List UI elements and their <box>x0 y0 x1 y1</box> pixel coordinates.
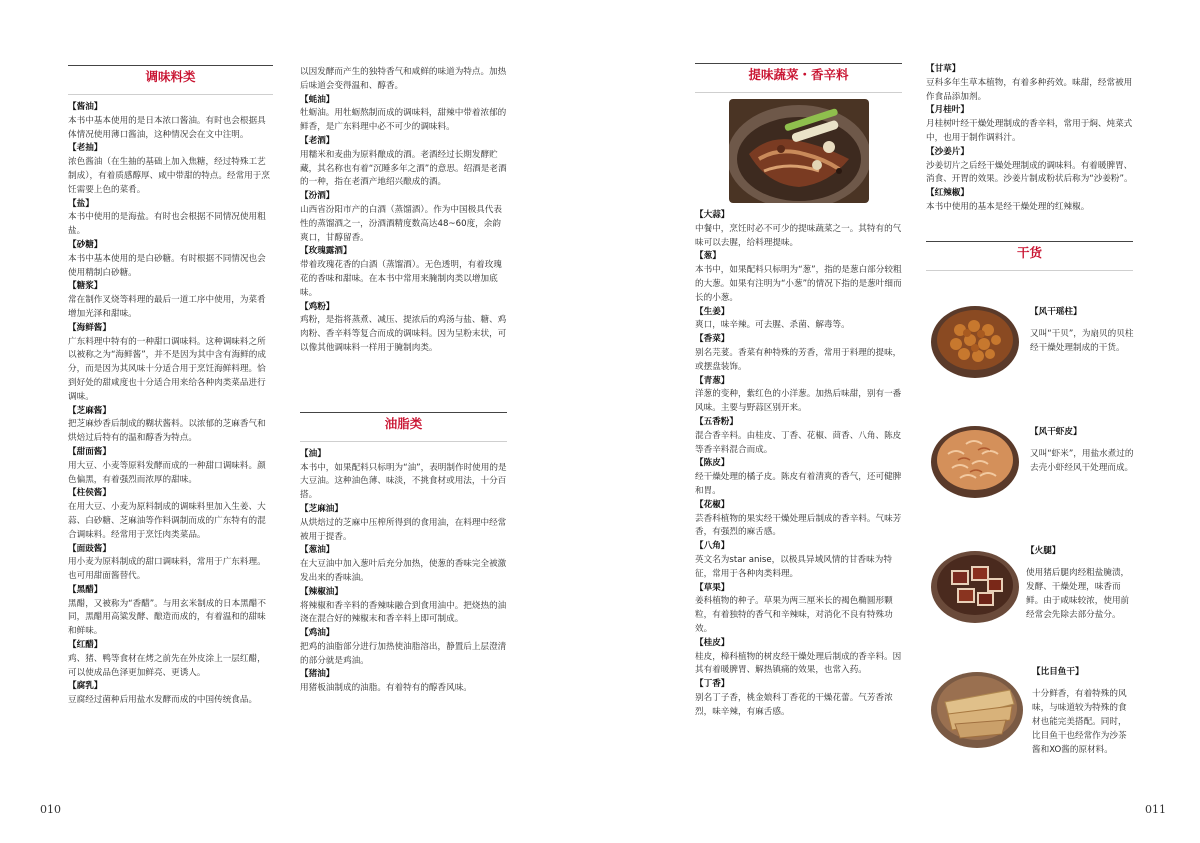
entry-text: 混合香辛料。由桂皮、丁香、花椒、茴香、八角、陈皮等香辛料混合而成。 <box>695 430 902 455</box>
aromatic-entry <box>695 333 902 374</box>
entry-term: 【沙姜片】 <box>926 146 969 157</box>
entry-term: 【丁香】 <box>695 679 730 690</box>
left-column-2 <box>300 66 507 696</box>
entry-text: 桂皮，樟科植物的树皮经干燥处理后制成的香辛料。因其有着暖脾胃、解热镇痛的效果，也常入药。 <box>695 651 902 676</box>
seasoning-entry <box>68 446 273 487</box>
seasoning-entry <box>68 680 273 708</box>
entry-text: 月桂树叶经干燥处理制成的香辛料，常用于焖、炖菜式中，也用于制作调料汁。 <box>926 119 1133 143</box>
entry-term: 【鸡粉】 <box>300 301 335 312</box>
dried-flatfish-image <box>930 662 1025 752</box>
entry-text: 本书中基本使用的是日本浓口酱油。有时也会根据具体情况使用薄口酱油，这种情况会在文中注明。 <box>68 115 266 140</box>
seasoning-entry <box>68 280 273 321</box>
left-column-1 <box>68 65 273 708</box>
aromatic-entry <box>926 63 1133 104</box>
section-header-dried-goods: 干货 <box>926 241 1133 271</box>
aromatic-entries <box>695 209 902 719</box>
meat-and-vegetables-photo <box>729 99 869 203</box>
entry-text: 洋葱的变种，紫红色的小洋葱。加热后味甜，别有一番风味。主要与野蒜区别开来。 <box>695 389 902 414</box>
entry-text: 浓色酱油（在生抽的基础上加入焦糖，经过特殊工艺制成），有着质感醇厚、咸中带甜的特点。经常用于烹饪需要上色的菜肴。 <box>68 157 270 195</box>
seasoning-entry <box>68 101 273 142</box>
entry-text: 用猪板油制成的油脂。有着特有的醇香风味。 <box>300 683 472 694</box>
entry-text: 常在制作叉烧等料理的最后一道工序中使用，为菜肴增加光泽和甜味。 <box>68 295 266 319</box>
entry-term: 【甜面酱】 <box>68 446 111 457</box>
aromatic-entry <box>695 637 902 678</box>
entry-text: 用大豆、小麦等原料发酵而成的一种甜口调味料。颜色偏黑，有着强烈而浓厚的甜味。 <box>68 460 266 485</box>
entry-text: 本书中基本使用的是白砂糖。有时根据不同情况也会使用精制白砂糖。 <box>68 253 266 278</box>
entry-term: 【桂皮】 <box>695 637 730 648</box>
entry-term: 【酱油】 <box>68 102 103 112</box>
entry-text: 在用大豆、小麦为原料制成的调味料里加入生姜、大蒜、白砂糖、芝麻油等作料调制而成的广东特有的混合调味料。经常用于烹饪肉类菜品。 <box>68 502 266 540</box>
entry-text: 牡蛎油。用牡蛎熬制而成的调味料，甜辣中带着浓郁的鲜香，是广东料理中必不可少的调味料。 <box>300 108 507 133</box>
entry-term: 【油】 <box>300 448 326 459</box>
entry-text: 英文名为star anise，以极具异域风情的甘香味为特征，常用于各种肉类料理。 <box>695 554 892 579</box>
entry-text: 爽口，味辛辣。可去腥、杀菌、解毒等。 <box>695 320 850 331</box>
entry-term: 【甘草】 <box>926 64 961 74</box>
entry-text: 鸡粉，是指将蒸煮、减压、提浓后的鸡汤与盐、糖、鸡肉粉、香辛料等复合而成的调味料。因为呈粉末状，可以像其他调味料一样用于腌制肉类。 <box>300 315 507 353</box>
oil-entries <box>300 448 507 696</box>
entry-term: 【糖浆】 <box>68 281 103 292</box>
entry-term: 【芝麻油】 <box>300 503 343 514</box>
entry-term: 【青葱】 <box>695 375 730 386</box>
aromatic-entry <box>695 306 902 334</box>
entry-term: 【辣椒油】 <box>300 586 343 597</box>
entry-text: 鸡、猪、鸭等食材在烤之前先在外皮涂上一层红醋，可以使成品色泽更加鲜亮、更诱人。 <box>68 653 266 678</box>
aromatic-entry <box>926 146 1133 187</box>
entry-term: 【八角】 <box>695 541 730 552</box>
entry-text: 山西省汾阳市产的白酒（蒸馏酒）。作为中国极具代表性的蒸馏酒之一，汾酒酒精度数高达48~60度，余韵爽口，甘醇留香。 <box>300 204 502 243</box>
entry-term: 【猪油】 <box>300 669 335 680</box>
entry-text: 本书中，如果配料只标明为“油”，表明制作时使用的是大豆油。这种油色薄、味淡，不挑食材或用法，十分百搭。 <box>300 462 507 501</box>
entry-text: 本书中使用的基本是经干燥处理的红辣椒。 <box>926 201 1090 212</box>
entry-term: 【月桂叶】 <box>926 105 969 116</box>
entry-term: 【芝麻酱】 <box>68 405 111 416</box>
continued-text: 以因发酵而产生的独特香气和咸鲜的味道为特点。加热后味道会变得温和、醇香。 <box>300 67 507 91</box>
aromatic-entries-continued <box>926 63 1133 215</box>
dried-scallop-image <box>930 300 1020 380</box>
entry-term: 【蚝油】 <box>300 94 335 105</box>
entry-term: 【生姜】 <box>695 306 730 317</box>
section-header-oils: 油脂类 <box>300 412 507 442</box>
section-header-seasonings: 调味料类 <box>68 65 273 95</box>
entry-term: 【腐乳】 <box>68 681 103 692</box>
seasoning-entry <box>300 190 507 245</box>
aromatic-entry <box>695 250 902 305</box>
entry-text: 姜科植物的种子。草果为两三厘米长的褐色椭圆形颗粒，有着独特的香气和辛辣味，对消化不良有特殊功效。 <box>695 596 893 634</box>
seasoning-entry <box>300 135 507 190</box>
aromatic-entry <box>695 209 902 250</box>
aromatic-entry <box>695 457 902 498</box>
seasoning-entry <box>68 239 273 280</box>
entry-text: 用糯米和麦曲为原料酿成的酒。老酒经过长期发酵贮藏，其名称也有着“沉睡多年之酒”的意思。绍酒是老酒的一种，指在老酒产地绍兴酿成的酒。 <box>300 149 507 188</box>
seasoning-entry <box>68 584 273 639</box>
aromatic-entry <box>695 416 902 457</box>
page-number-right: 011 <box>1145 803 1166 816</box>
aromatic-entry <box>926 187 1133 215</box>
dried-item-scallop: 【风干瑶柱】 又叫“干贝”，为扇贝的贝柱经干燥处理制成的干货。 <box>930 300 1135 395</box>
oil-entry <box>300 627 507 668</box>
entry-term: 【盐】 <box>68 198 94 209</box>
entry-term: 【陈皮】 <box>695 458 730 469</box>
entry-term: 【葱油】 <box>300 545 335 556</box>
entry-text: 芸香科植物的果实经干燥处理后制成的香辛料。气味芳香，有强烈的麻舌感。 <box>695 513 902 538</box>
seasoning-entry <box>68 142 273 197</box>
aromatic-entry <box>695 540 902 581</box>
entry-text: 经干燥处理的橘子皮。陈皮有着清爽的香气，还可健脾和胃。 <box>695 472 902 496</box>
entry-term: 【草果】 <box>695 582 730 593</box>
oil-entry <box>300 544 507 585</box>
entry-text: 沙姜切片之后经干燥处理制成的调味料。有着暖脾胃、消食、开胃的效果。沙姜片制成粉状后称为“沙姜粉”。 <box>926 160 1133 185</box>
dried-shrimp-image <box>930 420 1020 500</box>
oil-entry <box>300 503 507 544</box>
entry-term: 【红醋】 <box>68 640 103 651</box>
right-column-2 <box>926 63 1133 277</box>
entry-term: 【老抽】 <box>68 143 103 154</box>
entry-term: 【玫瑰露酒】 <box>300 246 352 257</box>
entry-text: 本书中使用的是海盐。有时也会根据不同情况使用粗盐。 <box>68 212 266 237</box>
entry-text: 黑醋，又被称为“香醋”。与用玄米制成的日本黑醋不同，黑醋用高粱发酵、酿造而成的，有着温和的甜味和鲜味。 <box>68 598 266 637</box>
seasoning-entries-continued <box>300 94 507 356</box>
seasoning-entry <box>68 543 273 584</box>
entry-text: 本书中，如果配料只标明为“葱”，指的是葱白部分较粗的大葱。如果有注明为“小葱”的情况下指的是葱叶细而长的小葱。 <box>695 265 902 303</box>
aromatic-entry <box>695 375 902 416</box>
entry-text: 中餐中，烹饪时必不可少的提味蔬菜之一。其特有的气味可以去腥，给料理提味。 <box>695 223 902 248</box>
entry-text: 别名丁子香，桃金娘科丁香花的干燥花蕾。气芳香浓烈，味辛辣，有麻舌感。 <box>695 692 893 717</box>
entry-text: 别名芫荽。香菜有种特殊的芳香，常用于料理的提味，或摆盘装饰。 <box>695 347 902 372</box>
entry-term: 【鸡油】 <box>300 628 335 639</box>
section-header-aromatics: 提味蔬菜・香辛料 <box>695 63 902 93</box>
dried-item-shrimp: 【风干虾皮】 又叫“虾米”，用盐水煮过的去壳小虾经风干处理而成。 <box>930 420 1135 515</box>
entry-text: 用小麦为原料制成的甜口调味料，常用于广东料理。也可用甜面酱替代。 <box>68 557 266 582</box>
entry-term: 【柱侯酱】 <box>68 488 111 499</box>
entry-text: 豆科多年生草本植物，有着多种药效。味甜，经常被用作食品添加剂。 <box>926 77 1133 102</box>
entry-text: 把鸡的油脂部分进行加热使油脂溶出，静置后上层澄清的部分就是鸡油。 <box>300 641 507 666</box>
entry-term: 【香菜】 <box>695 334 730 345</box>
entry-text: 广东料理中特有的一种甜口调味料。这种调味料之所以被称之为“海鲜酱”，并不是因为其中含有海鲜的成分，而是因为其风味十分适合用于烹饪海鲜料理。恰到好处的甜咸度也十分适合用来给各种肉类菜品进行调味。 <box>68 336 266 402</box>
entry-text: 豆腐经过菌种后用盐水发酵而成的中国传统食品。 <box>68 695 258 706</box>
entry-term: 【砂糖】 <box>68 239 103 250</box>
entry-term: 【汾酒】 <box>300 191 335 202</box>
entry-text: 把芝麻炒香后制成的糊状酱料。以浓郁的芝麻香气和烘焙过后特有的温和醇香为特点。 <box>68 419 266 444</box>
ham-image <box>930 545 1020 625</box>
entry-text: 将辣椒和香辛料的香辣味融合到食用油中。把烧热的油浇在混合好的辣椒末和香辛料上即可制成。 <box>300 600 507 625</box>
aromatic-entry <box>695 582 902 637</box>
entry-term: 【面豉酱】 <box>68 543 111 554</box>
entry-term: 【大蒜】 <box>695 210 730 220</box>
seasoning-entry <box>68 198 273 239</box>
oil-entry <box>300 586 507 627</box>
oil-entry <box>300 668 507 696</box>
aromatic-entry <box>695 678 902 719</box>
entry-term: 【老酒】 <box>300 135 335 146</box>
entry-text: 带着玫瑰花香的白酒（蒸馏酒）。无色透明，有着玫瑰花的香味和甜味。在本书中常用来腌制肉类以增加底味。 <box>300 260 502 298</box>
seasoning-entries <box>68 101 273 708</box>
entry-term: 【花椒】 <box>695 499 730 510</box>
entry-term: 【葱】 <box>695 251 721 262</box>
seasoning-entry <box>68 639 273 680</box>
seasoning-entry <box>68 405 273 446</box>
entry-term: 【黑醋】 <box>68 584 103 595</box>
dried-item-flatfish: 【比目鱼干】 十分鲜香，有着特殊的风味，与味道较为特殊的食材也能完美搭配。同时，比目鱼干也经常作为沙茶酱和XO酱的原材料。 <box>930 662 1135 772</box>
entry-term: 【红辣椒】 <box>926 188 969 199</box>
entry-text: 从烘焙过的芝麻中压榨所得到的食用油，在料理中经常被用于提香。 <box>300 517 507 542</box>
seasoning-entry <box>300 94 507 135</box>
page-number-left: 010 <box>40 803 61 816</box>
right-column-1 <box>695 63 902 719</box>
entry-term: 【五香粉】 <box>695 416 738 427</box>
seasoning-entry <box>300 301 507 356</box>
entry-text: 在大豆油中加入葱叶后充分加热，使葱的香味完全被激发出来的香味油。 <box>300 559 507 583</box>
seasoning-entry <box>300 245 507 300</box>
oil-entry <box>300 448 507 503</box>
aromatic-entry <box>695 499 902 540</box>
dried-item-ham: 【火腿】 使用猪后腿肉经粗盐腌渍，发酵、干燥处理，味香而鲜。由于咸味较浓，使用前经常会先除去部分盐分。 <box>930 545 1135 640</box>
seasoning-entry <box>68 487 273 542</box>
entry-term: 【海鲜酱】 <box>68 322 111 333</box>
aromatic-entry <box>926 104 1133 145</box>
seasoning-entry <box>68 322 273 405</box>
